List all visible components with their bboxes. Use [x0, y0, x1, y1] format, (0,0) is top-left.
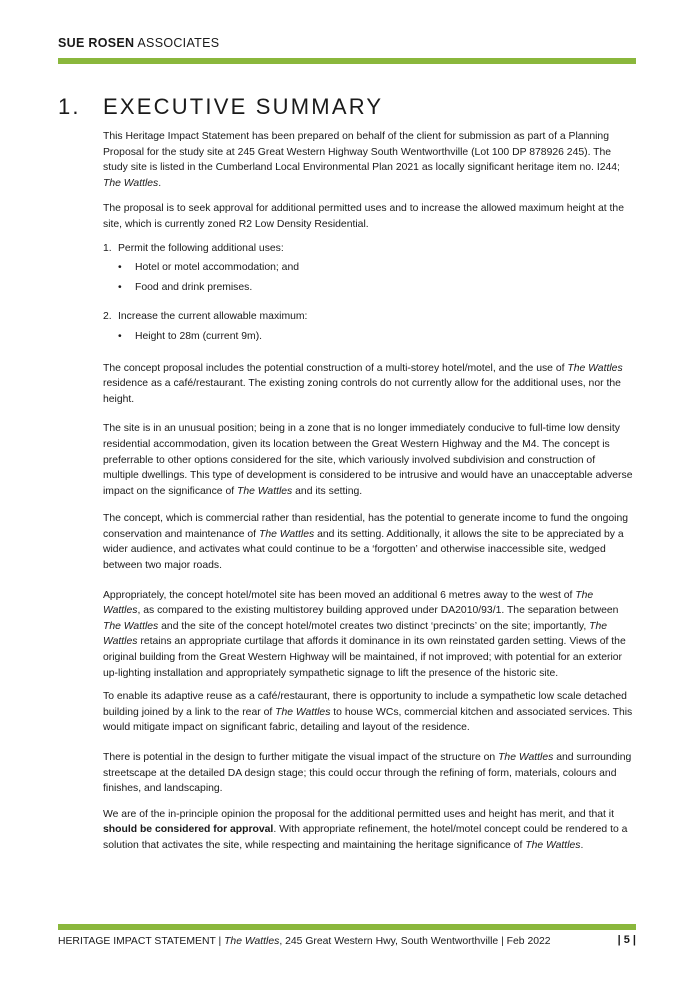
paragraph-relocation: Appropriately, the concept hotel/motel site has been moved an additional 6 metres away to the west of The Wattles, as compared to the existing multistorey building approved under DA2010/93/1. The separation between The Wattles and the site of the concept hotel/motel creates two distinct ‘precincts’ on the site; importantly, The Wattles retains an appropriate curtilage that affords it dominance in its own reinstated garden setting. Views of the original building from the Great Western Highway will be maintained, if not improved; with potential for an exterior up-lighting installation and appropriately sympathetic signage to lift the presence of the historic site.: [103, 589, 626, 679]
bullet-list: [103, 260, 633, 295]
list-item-text: Permit the following additional uses:: [118, 242, 284, 254]
paragraph-adaptive-reuse: To enable its adaptive reuse as a café/restaurant, there is opportunity to include a sympathetic low scale detached building joined by a link to the rear of The Wattles to house WCs, commercial kitchen and associated services. This would mitigate impact on significant fabric, detailing and layout of the residence.: [103, 691, 633, 734]
paragraph-concept: The concept proposal includes the potential construction of a multi-storey hotel/motel, and the use of The Wattles residence as a café/restaurant. The existing zoning controls do not currently allow for the additional uses, nor the height.: [103, 362, 623, 405]
brand-logo: [58, 36, 219, 50]
list-item-text: Increase the current allowable maximum:: [118, 311, 308, 323]
bullet-icon: •: [118, 330, 122, 342]
bullet-item: • Height to 28m (current 9m).: [103, 329, 633, 345]
bullet-item: • Hotel or motel accommodation; and: [103, 260, 633, 276]
footer-text: HERITAGE IMPACT STATEMENT | The Wattles, 245 Great Western Hwy, South Wentworthville | Feb 2022: [58, 936, 551, 947]
body-content: [103, 129, 633, 854]
numbered-list: [103, 241, 633, 345]
paragraph-proposal: The proposal is to seek approval for additional permitted uses and to increase the allowed maximum height at the site, which is currently zoned R2 Low Density Residential.: [103, 203, 624, 230]
footer-rule: [58, 924, 636, 930]
paragraph-mitigation: There is potential in the design to further mitigate the visual impact of the structure on The Wattles and surrounding streetscape at the detailed DA design stage; this could occur through the refining of form, materials, colours and finishes, and landscaping.: [103, 752, 632, 795]
brand-name-rest: ASSOCIATES: [137, 36, 220, 50]
section-number: 1.: [58, 94, 81, 119]
list-item: [103, 241, 633, 257]
paragraph-intro: This Heritage Impact Statement has been prepared on behalf of the client for submission as part of a Planning Proposal for the study site at 245 Great Western Highway South Wentworthville (Lot 100 DP 878926 245). The study site is listed in the Cumberland Local Environmental Plan 2021 as locally significant heritage item no. I244; The Wattles.: [103, 131, 620, 189]
list-item-number: 2.: [103, 311, 112, 323]
section-heading: [58, 94, 383, 120]
bullet-item: • Food and drink premises.: [103, 280, 633, 296]
list-item-number: 1.: [103, 242, 112, 254]
page-number: | 5 |: [617, 934, 636, 946]
header-rule: [58, 58, 636, 64]
bullet-icon: •: [118, 281, 122, 293]
bullet-list: [103, 329, 633, 345]
list-item: [103, 309, 633, 325]
bullet-icon: •: [118, 262, 122, 274]
section-title: EXECUTIVE SUMMARY: [103, 94, 384, 119]
paragraph-site-position: The site is in an unusual position; being in a zone that is no longer immediately conducive to full-time low density residential accommodation, given its location between the Great Western Highway and the M4. The concept is preferrable to other options considered for the site, which variously involved subdivision and construction of multiple dwellings. This type of development is considered to be intrusive and would have an unacceptable adverse impact on the significance of The Wattles and its setting.: [103, 423, 633, 497]
paragraph-opinion: We are of the in-principle opinion the proposal for the additional permitted uses and height has merit, and that it should be considered for approval. With appropriate refinement, the hotel/motel concept could be rendered to a solution that activates the site, while respecting and maintaining the heritage significance of The Wattles.: [103, 808, 628, 851]
brand-name-bold: SUE ROSEN: [58, 36, 135, 50]
paragraph-commercial: The concept, which is commercial rather than residential, has the potential to generate income to fund the ongoing conservation and maintenance of The Wattles and its setting. Additionally, it allows the site to be appreciated by a wider audience, and activates what could continue to be a ‘forgotten’ and otherwise inaccessible site, wedged between two major roads.: [103, 513, 629, 572]
